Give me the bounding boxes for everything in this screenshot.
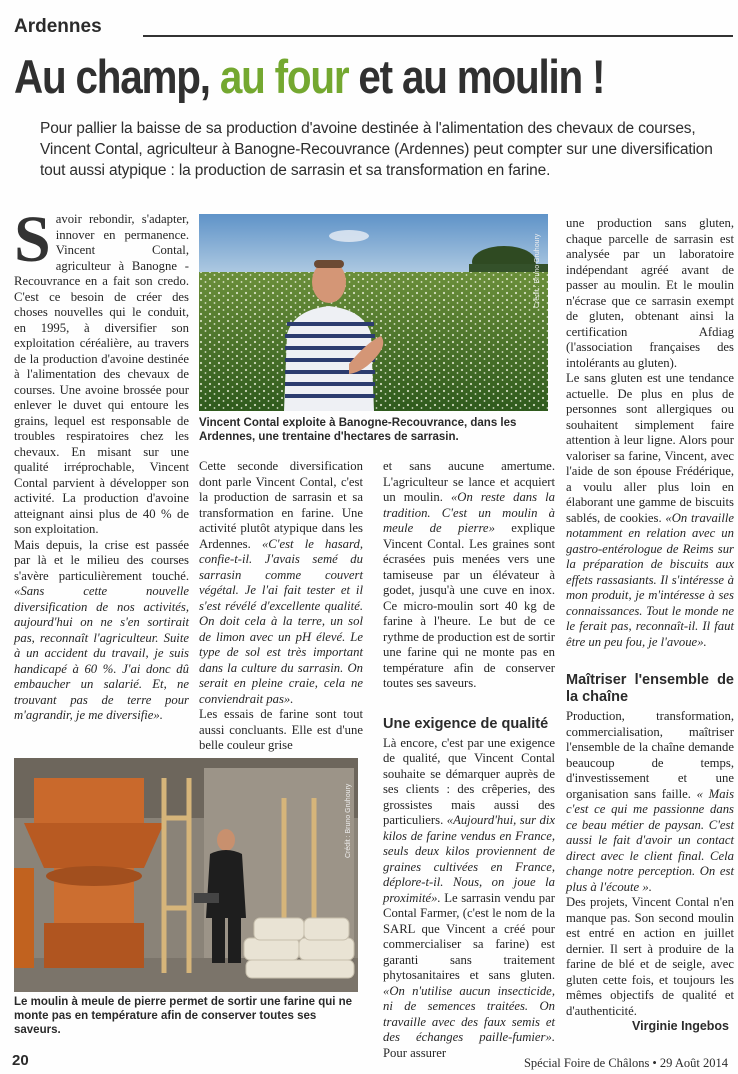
- col3-p1-text2: explique Vincent Contal. Les graines sont écrasées puis menées vers une tamiseuse par un élévateur à godet, jusqu'à une cuve en inox. Ce micro-moulin sort 40 kg de farine à l'heure. Le but de ce rythme de production est de sortir une farine qui ne monte pas en température afin de conserver toutes ses saveurs.: [383, 521, 555, 690]
- col3-p2-quote2: «On n'utilise aucun insecticide, ni de semences traitées. On travaille avec des faux semis et des échanges paille-fumier».: [383, 983, 555, 1044]
- flour-sacks: [244, 918, 354, 978]
- col4-paragraph-1: une production sans gluten, chaque parcelle de sarrasin est analysée par un laboratoire indépendant agréé avant de passer au moulin. Et le moulin n'écrase que ce sarrasin exempt de gluten, obtenant ainsi la certification Afdiag (l'association françaises des intolérants au gluten).: [566, 216, 734, 370]
- col4-p2-text: Le sans gluten est une tendance actuelle. De plus en plus de personnes sont allergiques ou souhaitent simplement faire attention à leur ligne. Alors pour valoriser sa farine, Vincent, avec l'aide de son épouse Frédérique, a voulu aller plus loin en élaborant une gamme de biscuits sablés, de cookies.: [566, 371, 734, 525]
- article-column-1: [14, 203, 189, 724]
- col3-p2-text1: Là encore, c'est par une exigence de qualité, que Vincent Contal souhaite se démarquer auprès de ses clients : des crêperies, des grossistes mais aussi des particuliers.: [383, 735, 555, 827]
- col2-paragraph-2: Les essais de farine sont tout aussi concluants. Elle est d'une belle couleur grise: [199, 707, 363, 752]
- col1-p2-text: Mais depuis, la crise est passée par là et le milieu des courses s'avère particulièrement touché.: [14, 537, 189, 583]
- article-column-4: [566, 216, 734, 1019]
- headline-part2: au four: [219, 50, 349, 103]
- section-rubric: Ardennes: [14, 16, 102, 37]
- article-column-3: [383, 459, 555, 1061]
- photo-stone-mill: [14, 758, 358, 992]
- col3-paragraph-1: [383, 459, 555, 692]
- col3-p2-quote1: «Aujourd'hui, sur dix kilos de farine vendus en France, seuls deux kilos proviennent de graines cultivées en France, déplore-t-il. Nous, on joue la proximité».: [383, 813, 555, 905]
- col3-p1-quote: «On reste dans la tradition. C'est un moulin à meule de pierre»: [383, 490, 555, 535]
- article-column-2: [199, 459, 363, 754]
- dropcap: S: [14, 203, 51, 276]
- col1-paragraph-2: [14, 538, 189, 724]
- col1-p1-text: avoir rebondir, s'adapter, innover en permanence. Vincent Contal, agriculteur à Banogne - Recouvrance en a fait son credo. C'est ce besoin de créer des choses nouvelles qui le conduit, en 1995, à diversifier son exploitation céréalière, au travers de la production d'avoine destinée à l'alimentation des chevaux de courses. Une avoine brossée pour enlever le duvet qui entoure les grains, lequel est responsable de troubles respiratoires chez les chevaux. En misant sur une qualité irréprochable, Vincent Contal parvient à développer son activité. La production d'avoine atteignant ainsi plus de 40 % de son exploitation.: [14, 212, 189, 536]
- subhead-quality: Une exigence de qualité: [383, 715, 549, 732]
- headline: [14, 50, 633, 104]
- photo2-credit: Crédit : Bruno Gruhoury: [345, 783, 352, 858]
- col4-paragraph-4: Des projets, Vincent Contal n'en manque pas. Son second moulin est entré en action en juillet dernier. Il sert à produire de la farine de blé et de seigle, avec gluten cette fois, et toujours les mêmes objectifs de qualité et d'authenticité.: [566, 895, 734, 1018]
- author-signature: Virginie Ingebos: [632, 1019, 730, 1033]
- subhead-chain: Maîtriser l'ensemble de la chaîne: [566, 672, 734, 705]
- photo2-caption: Le moulin à meule de pierre permet de sortir une farine qui ne monte pas en température afin de conserver toutes ses saveurs.: [14, 996, 353, 1036]
- col2-paragraph-1: [199, 459, 363, 707]
- col3-p2-text3: Pour assurer: [383, 1045, 447, 1060]
- col2-p1-text: Cette seconde diversification dont parle Vincent Contal, c'est la production de sarrasin et sa transformation en farine. Une activité plutôt atypique dans les Ardennes.: [199, 459, 363, 551]
- col1-paragraph-1: [14, 203, 189, 538]
- col3-p1-text1: et sans aucune amertume. L'agriculteur se lance et acquiert un moulin.: [383, 459, 555, 504]
- page-footer: Spécial Foire de Châlons • 29 Août 2014: [523, 1056, 728, 1070]
- page-number: 20: [12, 1052, 29, 1069]
- headline-part1: Au champ,: [14, 50, 220, 103]
- col4-paragraph-3: [566, 709, 734, 895]
- col4-paragraph-2: [566, 371, 734, 650]
- lead-paragraph: Pour pallier la baisse de sa production d'avoine destinée à l'alimentation des chevaux de courses, Vincent Contal, agriculteur à Banogne-Recouvrance (Ardennes) peut compter sur une diversification tout aussi atypique : la production de sarrasin et sa transformation en farine.: [40, 120, 713, 179]
- col1-p2-quote: «Sans cette nouvelle diversification de nos activités, aujourd'hui on ne s'en sortirait pas, reconnaît l'agriculteur. Suite à un accident du travail, je suis handicapé à 60 %. J'ai donc dû embaucher un salarié. Et, ne trouvant pas de terre pour m'agrandir, je me diversifie».: [14, 584, 189, 722]
- rubric-divider: [143, 35, 733, 37]
- col3-p2-text2: Le sarrasin vendu par Contal Farmer, (c'est le nom de la SARL que Vincent a créé pour commercialiser sa farine) est garanti sans traitement phytosanitaires et sans gluten.: [383, 890, 555, 982]
- headline-part3: et au moulin !: [348, 50, 605, 103]
- photo1-credit: Crédit : Bruno Gruhoury: [534, 233, 541, 308]
- col4-p3-quote: « Mais c'est ce qui me passionne dans ce beau métier de paysan. C'est aussi le fait d'avoir un contact direct avec le client final. Cela change notre perception. On est plus à l'écoute ».: [566, 786, 735, 894]
- col4-p2-quote: «On travaille notamment en relation avec un gastro-entérologue de Reims sur la préparation de biscuits aux effets rassasiants. Il s'intéresse à mon produit, je m'intéresse à ses connaissances. Tout le monde ne le ferait pas, reconnaît-il. Il faut être un peu fou, je l'avoue».: [566, 510, 734, 649]
- photo1-caption: Vincent Contal exploite à Banogne-Recouvrance, dans les Ardennes, une trentaine d'hectares de sarrasin.: [199, 417, 517, 443]
- col3-paragraph-2: [383, 736, 555, 1062]
- col2-p1-quote: «C'est le hasard, confie-t-il. J'avais semé du sarrasin comme couvert végétal. Je l'ai fait tester et il s'est révélé d'excellente qualité. On doit cela à la terre, un sol de limon avec un pH élevé. Le type de sol est très important dans la culture du sarrasin. On serait en pleine craie, cela ne conviendrait pas».: [199, 536, 363, 706]
- col4-p3-text: Production, transformation, commercialisation, maîtriser l'ensemble de la chaîne demande beaucoup de temps, d'investissement et une organisation sans faille.: [566, 709, 734, 801]
- photo-farmer-in-field: [199, 214, 548, 411]
